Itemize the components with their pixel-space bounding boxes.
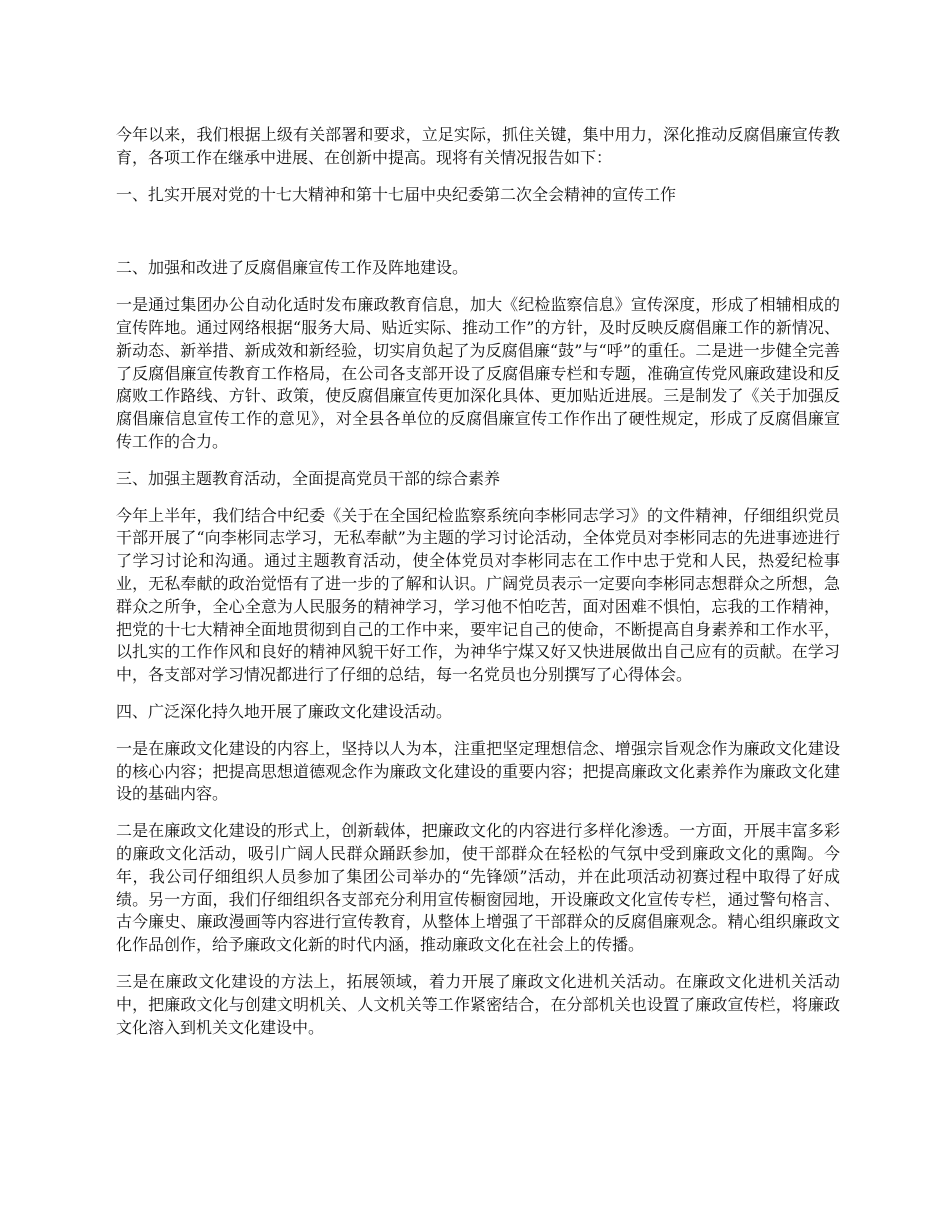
section-3-body: 今年上半年，我们结合中纪委《关于在全国纪检监察系统向李彬同志学习》的文件精神，仔细组织党员干部开展了“向李彬同志学习，无私奉献”为主题的学习讨论活动，全体党员对李彬同志的先进事迹进行了学习讨论和沟通。通过主题教育活动，使全体党员对李彬同志在工作中忠于党和人民，热爱纪检事业，无私奉献的政治觉悟有了进一步的了解和认识。广阔党员表示一定要向李彬同志想群众之所想，急群众之所争，全心全意为人民服务的精神学习，学习他不怕吃苦，面对困难不惧怕，忘我的工作精神，把党的十七大精神全面地贯彻到自己的工作中来，要牢记自己的使命，不断提高自身素养和工作水平，以扎实的工作作风和良好的精神风貌干好工作，为神华宁煤又好又快进展做出自己应有的贡献。在学习中，各支部对学习情况都进行了仔细的总结，每一名党员也分别撰写了心得体会。 [116,505,840,685]
blank-spacer [116,220,840,257]
section-3-heading: 三、加强主题教育活动，全面提高党员干部的综合素养 [116,468,501,488]
section-1-heading: 一、扎实开展对党的十七大精神和第十七届中央纪委第二次全会精神的宣传工作 [116,184,677,204]
section-4-paragraph-2: 二是在廉政文化建设的形式上，创新载体，把廉政文化的内容进行多样化渗透。一方面，开展丰富多彩的廉政文化活动，吸引广阔人民群众踊跃参加，使干部群众在轻松的气氛中受到廉政文化的熏陶。今年，我公司仔细组织人员参加了集团公司举办的“先锋颂”活动，并在此项活动初赛过程中取得了好成绩。另一方面，我们仔细组织各支部充分利用宣传橱窗园地，开设廉政文化宣传专栏，通过警句格言、古今廉史、廉政漫画等内容进行宣传教育，从整体上增强了干部群众的反腐倡廉观念。精心组织廉政文化作品创作，给予廉政文化新的时代内涵，推动廉政文化在社会上的传播。 [116,821,840,955]
section-2-heading: 二、加强和改进了反腐倡廉宣传工作及阵地建设。 [116,258,469,278]
document-page [116,124,840,1053]
section-4-paragraph-3: 三是在廉政文化建设的方法上，拓展领域，着力开展了廉政文化进机关活动。在廉政文化进机关活动中，把廉政文化与创建文明机关、人文机关等工作紧密结合，在分部机关也设置了廉政宣传栏，将廉政文化溶入到机关文化建设中。 [116,971,840,1037]
section-4-heading: 四、广泛深化持久地开展了廉政文化建设活动。 [116,701,453,721]
section-4-paragraph-1: 一是在廉政文化建设的内容上，坚持以人为本，注重把坚定理想信念、增强宗旨观念作为廉政文化建设的核心内容；把提高思想道德观念作为廉政文化建设的重要内容；把提高廉政文化素养作为廉政文化建设的基础内容。 [116,738,840,804]
section-2-body: 一是通过集团办公自动化适时发布廉政教育信息，加大《纪检监察信息》宣传深度，形成了相辅相成的宣传阵地。通过网络根据“服务大局、贴近实际、推动工作”的方针，及时反映反腐倡廉工作的新情况、新动态、新举措、新成效和新经验，切实肩负起了为反腐倡廉“鼓”与“呼”的重任。二是进一步健全完善了反腐倡廉宣传教育工作格局，在公司各支部开设了反腐倡廉专栏和专题，准确宣传党风廉政建设和反腐败工作路线、方针、政策，使反腐倡廉宣传更加深化具体、更加贴近进展。三是制发了《关于加强反腐倡廉信息宣传工作的意见》，对全县各单位的反腐倡廉宣传工作作出了硬性规定，形成了反腐倡廉宣传工作的合力。 [116,295,840,451]
intro-paragraph: 今年以来，我们根据上级有关部署和要求，立足实际，抓住关键，集中用力，深化推动反腐倡廉宣传教育，各项工作在继承中进展、在创新中提高。现将有关情况报告如下： [116,125,840,167]
